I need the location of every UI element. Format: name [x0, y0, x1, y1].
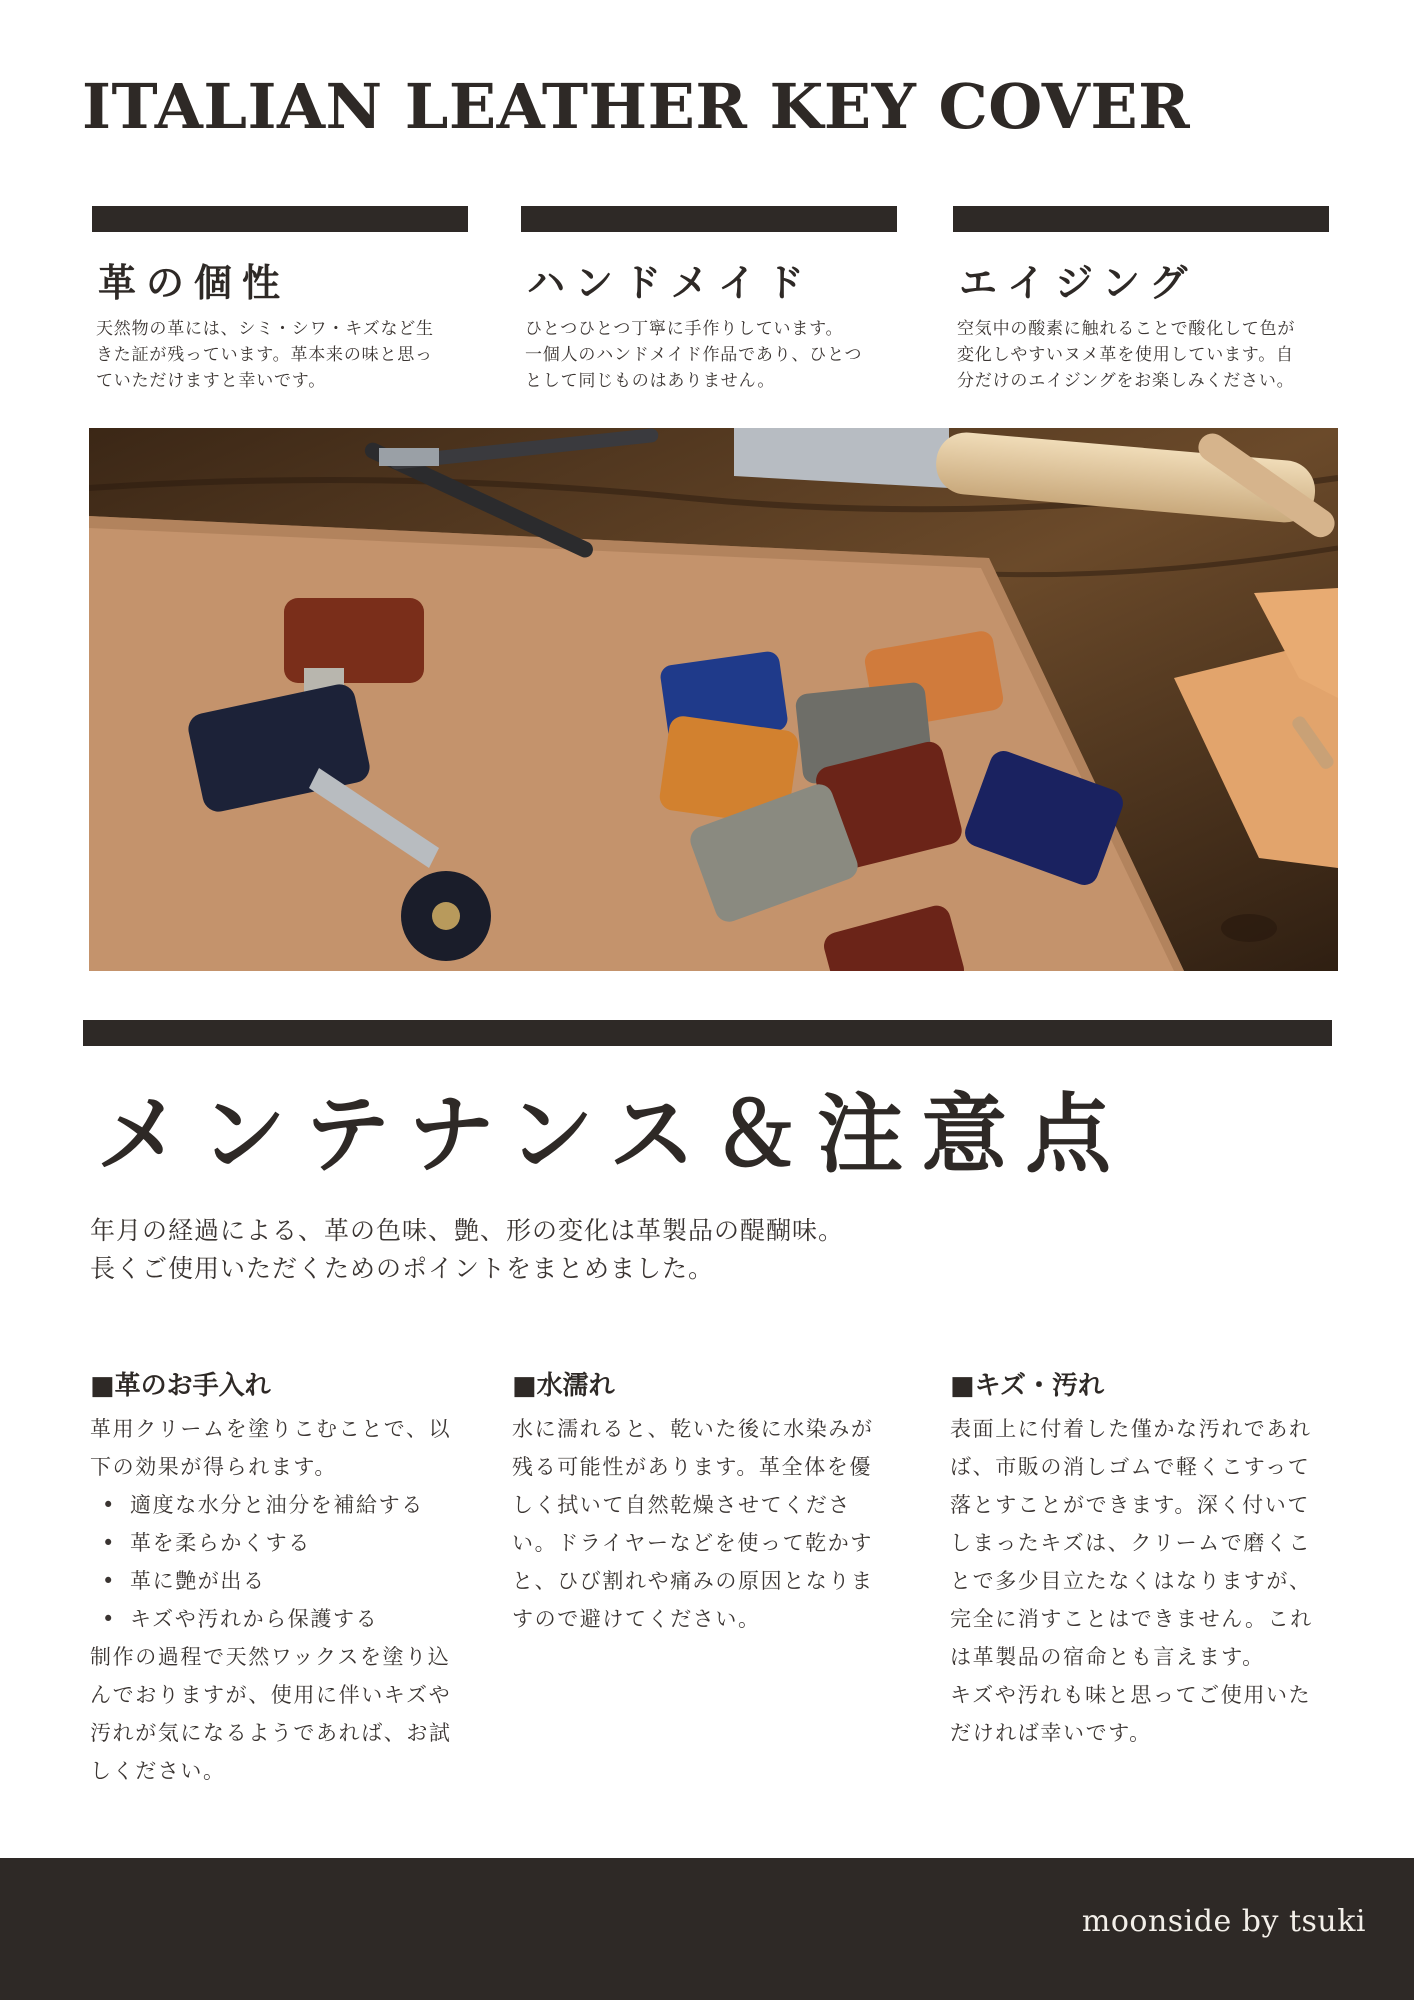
body-line: だければ幸いです。 — [950, 1721, 1152, 1745]
column-body — [512, 1410, 892, 1638]
section-divider — [83, 1020, 1332, 1046]
body-line: しく拭いて自然乾燥させてくださ — [512, 1493, 851, 1517]
feature-bar — [953, 206, 1329, 232]
intro-line: 年月の経過による、革の色味、艶、形の変化は革製品の醍醐味。 — [90, 1216, 845, 1245]
feature-line: 一個人のハンドメイド作品であり、ひとつ — [525, 345, 863, 365]
column-title: ■水濡れ — [512, 1371, 615, 1401]
intro-line: 長くご使用いただくためのポイントをまとめました。 — [90, 1254, 715, 1283]
feature-handmade — [521, 206, 897, 394]
body-line: 表面上に付着した僅かな汚れであれ — [950, 1417, 1312, 1441]
body-line: 革用クリームを塗りこむことで、以 — [90, 1417, 452, 1441]
body-line: 残る可能性があります。革全体を優 — [512, 1455, 872, 1479]
feature-body — [957, 316, 1329, 394]
product-photo — [89, 428, 1338, 971]
body-line: い。ドライヤーなどを使って乾かす — [512, 1531, 873, 1555]
maintenance-heading: メンテナンス＆注意点 — [96, 1085, 1130, 1185]
body-line: しまったキズは、クリームで磨くこ — [950, 1531, 1312, 1555]
water-column — [512, 1366, 892, 1638]
feature-line: 空気中の酸素に触れることで酸化して色が — [957, 319, 1296, 339]
list-item: • 革を柔らかくする — [90, 1524, 470, 1562]
footer — [0, 1858, 1414, 2000]
body-line: 制作の過程で天然ワックスを塗り込 — [90, 1645, 451, 1669]
column-title: ■キズ・汚れ — [950, 1371, 1105, 1401]
body-line: と、ひび割れや痛みの原因となりま — [512, 1569, 874, 1593]
feature-aging — [953, 206, 1329, 394]
brand-name: moonside by tsuki — [1081, 1904, 1366, 1939]
body-line: んでおりますが、使用に伴いキズや — [90, 1683, 452, 1707]
body-line: 落とすことができます。深く付いて — [950, 1493, 1310, 1517]
feature-line: きた証が残っています。革本来の味と思っ — [96, 345, 433, 365]
feature-title: 革の個性 — [98, 261, 291, 305]
feature-body — [96, 316, 468, 394]
effects-list — [90, 1486, 470, 1638]
body-line: キズや汚れも味と思ってご使用いた — [950, 1683, 1312, 1707]
column-body — [90, 1410, 470, 1790]
body-line: 水に濡れると、乾いた後に水染みが — [512, 1417, 874, 1441]
feature-line: 天然物の革には、シミ・シワ・キズなど生 — [96, 319, 434, 339]
feature-individuality — [92, 206, 468, 394]
body-line: すので避けてください。 — [512, 1607, 761, 1631]
product-photo-illustration — [89, 428, 1338, 971]
page-title: ITALIAN LEATHER KEY COVER — [82, 70, 1191, 143]
feature-bar — [92, 206, 468, 232]
maintenance-intro — [90, 1212, 844, 1288]
body-line: 下の効果が得られます。 — [90, 1455, 337, 1479]
feature-line: として同じものはありません。 — [525, 371, 776, 391]
care-column — [90, 1366, 470, 1790]
body-line: 汚れが気になるようであれば、お試 — [90, 1721, 452, 1745]
list-item: • キズや汚れから保護する — [90, 1600, 470, 1638]
body-line: ば、市販の消しゴムで軽くこすって — [950, 1455, 1311, 1479]
feature-line: 分だけのエイジングをお楽しみください。 — [957, 371, 1295, 391]
body-line: しください。 — [90, 1759, 226, 1783]
body-line: は革製品の宿命とも言えます。 — [950, 1645, 1265, 1669]
column-title: ■革のお手入れ — [90, 1371, 271, 1401]
list-item: • 革に艶が出る — [90, 1562, 470, 1600]
column-body — [950, 1410, 1330, 1752]
feature-line: ていただけますと幸いです。 — [96, 371, 327, 391]
body-line: 完全に消すことはできません。これ — [950, 1607, 1313, 1631]
feature-body — [525, 316, 897, 394]
feature-line: 変化しやすいヌメ革を使用しています。自 — [957, 345, 1294, 365]
body-line: とで多少目立たなくはなりますが、 — [950, 1569, 1312, 1593]
scratch-column — [950, 1366, 1330, 1752]
list-item: • 適度な水分と油分を補給する — [90, 1486, 470, 1524]
feature-title: ハンドメイド — [527, 261, 814, 305]
feature-title: エイジング — [959, 261, 1198, 305]
feature-line: ひとつひとつ丁寧に手作りしています。 — [525, 319, 844, 339]
feature-bar — [521, 206, 897, 232]
